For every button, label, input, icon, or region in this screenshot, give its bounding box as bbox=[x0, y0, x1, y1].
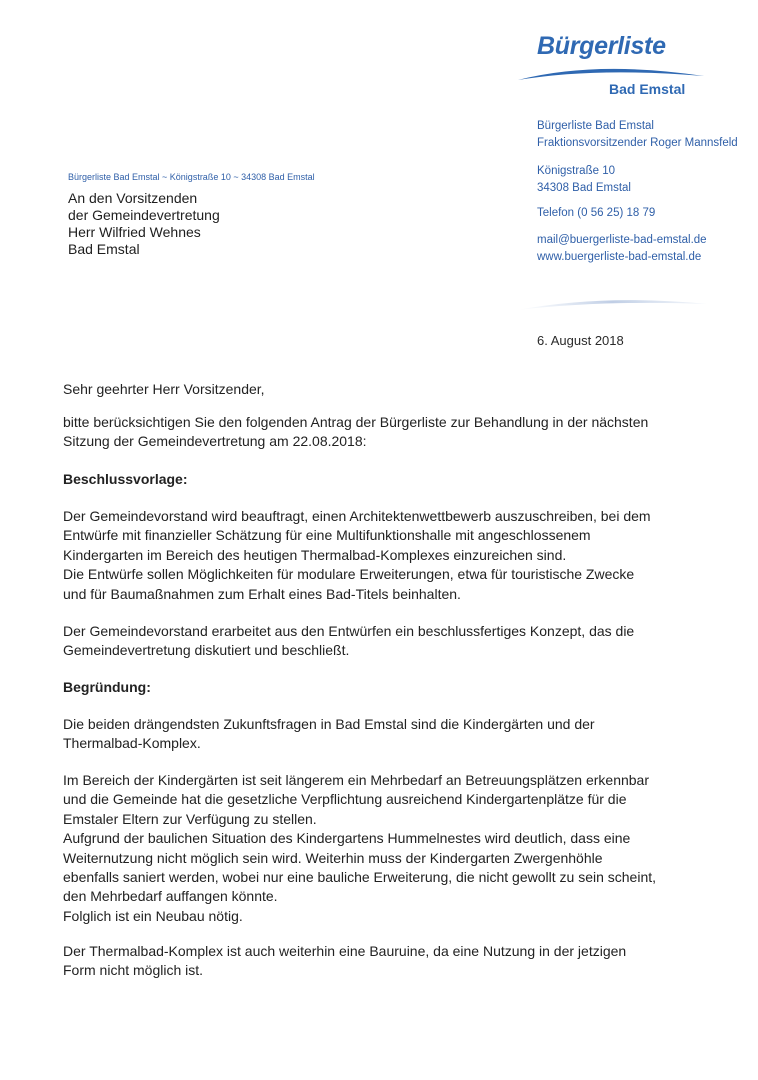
sender-role: Fraktionsvorsitzender Roger Mannsfeld bbox=[537, 136, 738, 149]
paragraph-line: Die beiden drängendsten Zukunftsfragen in Bad Emstal sind die Kindergärten und der bbox=[63, 716, 595, 732]
paragraph-line: Der Thermalbad-Komplex ist auch weiterhin eine Bauruine, da eine Nutzung in der jetzigen bbox=[63, 943, 627, 959]
paragraph-line: ebenfalls saniert werden, wobei nur eine bauliche Erweiterung, die nicht gewollt zu sein scheint, bbox=[63, 869, 657, 885]
paragraph-line: Form nicht möglich ist. bbox=[63, 962, 204, 979]
return-address: Bürgerliste Bad Emstal ~ Königstraße 10 ~ 34308 Bad Emstal bbox=[68, 172, 315, 182]
paragraph-line: und für Baumaßnahmen zum Erhalt eines Bad-Titels beinhalten. bbox=[63, 585, 461, 602]
salutation: Sehr geehrter Herr Vorsitzender, bbox=[63, 381, 265, 397]
paragraph-line: und die Gemeinde hat die gesetzliche Verpflichtung ausreichend Kindergartenplätze für die bbox=[63, 791, 627, 808]
paragraph-line: Gemeindevertretung diskutiert und beschließt. bbox=[63, 642, 350, 659]
paragraph-line: Der Gemeindevorstand wird beauftragt, einen Architektenwettbewerb auszuschreiben, bei dem bbox=[63, 508, 651, 524]
heading-begruendung: Begründung: bbox=[63, 679, 151, 695]
logo-subtitle: Bad Emstal bbox=[609, 81, 686, 97]
logo-swoosh bbox=[516, 60, 706, 82]
recipient-line: der Gemeindevertretung bbox=[68, 207, 220, 223]
recipient-line: Herr Wilfried Wehnes bbox=[68, 224, 201, 240]
paragraph-line: Weiternutzung nicht möglich sein wird. Weiterhin muss der Kindergarten Zwergenhöhle bbox=[63, 849, 603, 866]
paragraph-line: Entwürfe mit finanzieller Schätzung für eine Multifunktionshalle mit angeschlossenem bbox=[63, 527, 591, 544]
sender-email[interactable]: mail@buergerliste-bad-emstal.de bbox=[537, 234, 707, 246]
paragraph-line: Aufgrund der baulichen Situation des Kindergartens Hummelnestes wird deutlich, dass eine bbox=[63, 830, 631, 847]
paragraph-line: Kindergarten im Bereich des heutigen Thermalbad-Komplexes einzureichen sind. bbox=[63, 546, 567, 563]
paragraph-line: Emstaler Eltern zur Verfügung zu stellen. bbox=[63, 810, 317, 827]
paragraph-line: Der Gemeindevorstand erarbeitet aus den Entwürfen ein beschlussfertiges Konzept, das die bbox=[63, 623, 635, 639]
intro-line: Sitzung der Gemeindevertretung am 22.08.2018: bbox=[63, 433, 367, 450]
sender-phone: Telefon (0 56 25) 18 79 bbox=[537, 207, 656, 219]
paragraph-line: Die Entwürfe sollen Möglichkeiten für modulare Erweiterungen, etwa für touristische Zwecke bbox=[63, 566, 635, 583]
intro-line: bitte berücksichtigen Sie den folgenden Antrag der Bürgerliste zur Behandlung in der nächsten bbox=[63, 414, 649, 430]
logo-title: Bürgerliste bbox=[537, 32, 666, 60]
heading-beschlussvorlage: Beschlussvorlage: bbox=[63, 471, 188, 487]
paragraph-line: Folglich ist ein Neubau nötig. bbox=[63, 907, 243, 924]
sender-website[interactable]: www.buergerliste-bad-emstal.de bbox=[537, 250, 702, 263]
sender-city: 34308 Bad Emstal bbox=[537, 181, 631, 194]
recipient-line: An den Vorsitzenden bbox=[68, 190, 198, 206]
sender-street: Königstraße 10 bbox=[537, 165, 615, 177]
paragraph-line: den Mehrbedarf auffangen könnte. bbox=[63, 888, 278, 905]
decorative-swoosh bbox=[515, 292, 710, 314]
sender-name: Bürgerliste Bad Emstal bbox=[537, 120, 654, 132]
paragraph-line: Im Bereich der Kindergärten ist seit längerem ein Mehrbedarf an Betreuungsplätzen erkennbar bbox=[63, 772, 649, 788]
letter-date: 6. August 2018 bbox=[537, 333, 624, 348]
recipient-line: Bad Emstal bbox=[68, 241, 140, 257]
paragraph-line: Thermalbad-Komplex. bbox=[63, 735, 201, 752]
